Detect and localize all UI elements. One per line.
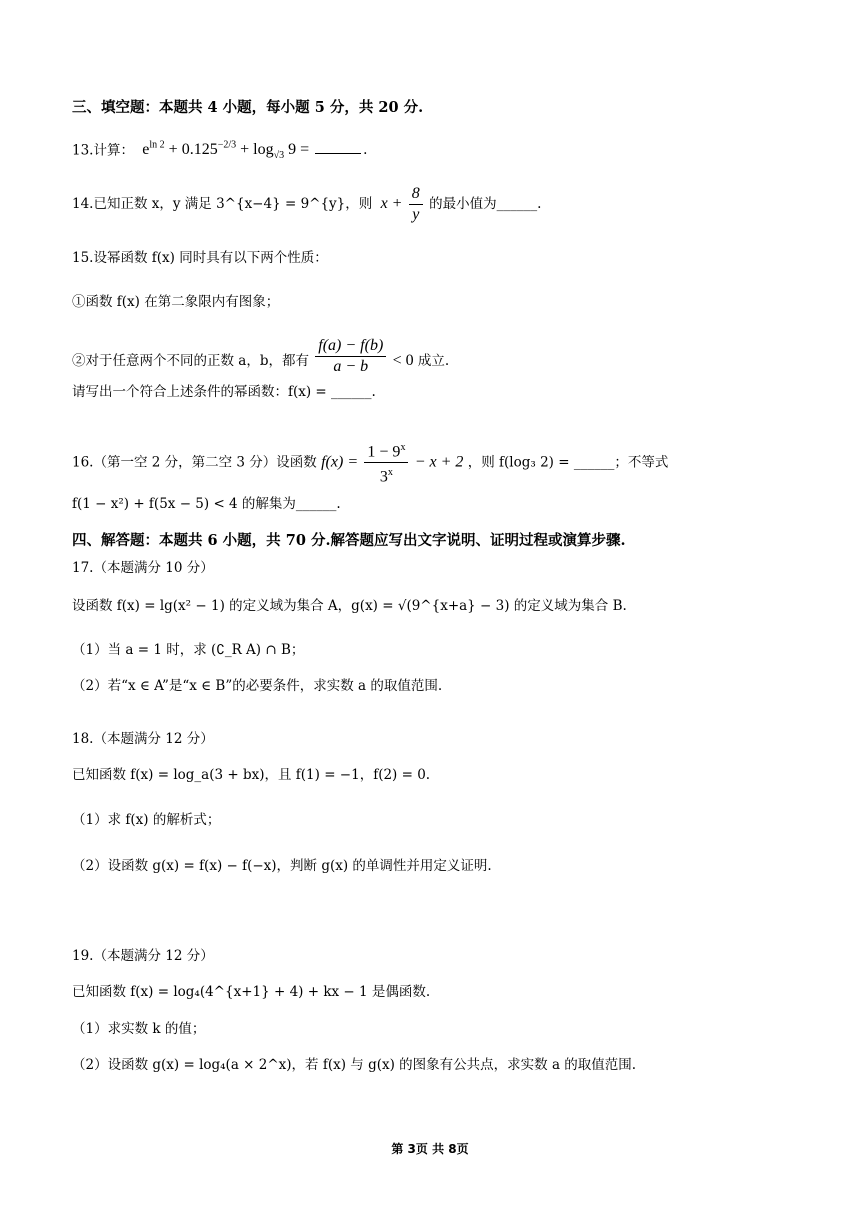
question-17-stem — [72, 596, 627, 616]
question-14 — [72, 184, 541, 225]
question-13 — [72, 136, 367, 167]
q14-expression: x + — [376, 195, 403, 212]
question-19-part1 — [72, 1019, 205, 1039]
section-4-heading — [72, 531, 626, 551]
question-15-ask — [72, 382, 376, 402]
question-19-part2 — [72, 1055, 636, 1075]
question-18-title — [72, 729, 214, 749]
q16-fraction: $\frac{1 - 9^x}{3^x}$ — [364, 438, 408, 488]
q15-fraction: $\frac{f(a) - f(b)}{a - b}$ — [315, 336, 386, 377]
q17-part1: （1）当 a = 1 时，求 (∁_R A) ∩ B； — [72, 642, 305, 658]
q14-prefix: 14.已知正数 x，y 满足 3^{x−4} = 9^{y}，则 — [72, 196, 373, 212]
q18-part1: （1）求 f(x) 的解析式； — [72, 812, 221, 828]
q15-ask: 请写出一个符合上述条件的幂函数：f(x) = ______. — [72, 384, 376, 400]
section-4-heading-text: 四、解答题：本题共 6 小题，共 70 分.解答题应写出文字说明、证明过程或演算步骤. — [72, 532, 626, 549]
q16-function: f(x) = — [321, 453, 359, 471]
page-footer — [0, 1140, 860, 1157]
q17-part2: （2）若“x ∈ A”是“x ∈ B”的必要条件，求实数 a 的取值范围. — [72, 678, 443, 694]
q16-line2: f(1 − x²) + f(5x − 5) < 4 的解集为______. — [72, 496, 341, 512]
q13-expression: $e^{ln 2} + 0.125^{-2/3} + \log_{√3} 9$ = . — [138, 140, 368, 162]
q18-part2: （2）设函数 g(x) = f(x) − f(−x)，判断 g(x) 的单调性并用定义证明. — [72, 858, 492, 874]
q16-prefix: 16.（第一空 2 分，第二空 3 分）设函数 — [72, 454, 317, 471]
section-3-heading — [72, 98, 423, 118]
question-17-part1 — [72, 640, 304, 660]
q14-suffix: 的最小值为______. — [429, 196, 542, 212]
q19-part1: （1）求实数 k 的值； — [72, 1021, 206, 1037]
question-19-title — [72, 946, 214, 966]
q17-title: 17.（本题满分 10 分） — [72, 560, 214, 576]
q15-prop2-prefix: ②对于任意两个不同的正数 a，b，都有 — [72, 353, 309, 369]
question-18-part1 — [72, 810, 220, 830]
question-19-stem — [72, 982, 430, 1002]
page-number: 第 3页 共 8页 — [391, 1142, 469, 1156]
question-17-title — [72, 558, 214, 578]
q15-stem: 15.设幂函数 f(x) 同时具有以下两个性质： — [72, 250, 328, 266]
question-16-line2 — [72, 494, 341, 514]
question-15-prop1 — [72, 292, 279, 312]
q15-inequality: < 0 — [392, 352, 414, 369]
q15-prop1: ①函数 f(x) 在第二象限内有图象； — [72, 294, 280, 310]
q14-fraction: $\frac{8}{y}$ — [409, 184, 423, 225]
q19-title: 19.（本题满分 12 分） — [72, 948, 214, 964]
q18-stem: 已知函数 f(x) = log_a(3 + bx)，且 f(1) = −1，f(2) = 0. — [72, 767, 431, 783]
question-15-prop2 — [72, 336, 449, 377]
question-15-stem — [72, 248, 328, 268]
q17-stem: 设函数 f(x) = lg(x² − 1) 的定义域为集合 A，g(x) = √(9^{x+a} − 3) 的定义域为集合 B. — [72, 598, 627, 614]
q19-stem: 已知函数 f(x) = log₄(4^{x+1} + 4) + kx − 1 是偶函数. — [72, 984, 431, 1000]
question-16 — [72, 438, 668, 488]
q19-part2: （2）设函数 g(x) = log₄(a × 2^x)，若 f(x) 与 g(x) 的图象有公共点，求实数 a 的取值范围. — [72, 1057, 637, 1073]
question-18-stem — [72, 765, 430, 785]
q15-prop2-suffix: 成立. — [417, 353, 450, 369]
q16-tail: − x + 2 — [414, 453, 464, 471]
q16-middle: ，则 f(log₃ 2) = ______；不等式 — [467, 454, 669, 471]
q13-prefix: 13.计算： — [72, 142, 134, 159]
q18-title: 18.（本题满分 12 分） — [72, 731, 214, 747]
question-18-part2 — [72, 856, 492, 876]
section-3-heading-text: 三、填空题：本题共 4 小题，每小题 5 分，共 20 分. — [72, 99, 424, 116]
question-17-part2 — [72, 676, 442, 696]
